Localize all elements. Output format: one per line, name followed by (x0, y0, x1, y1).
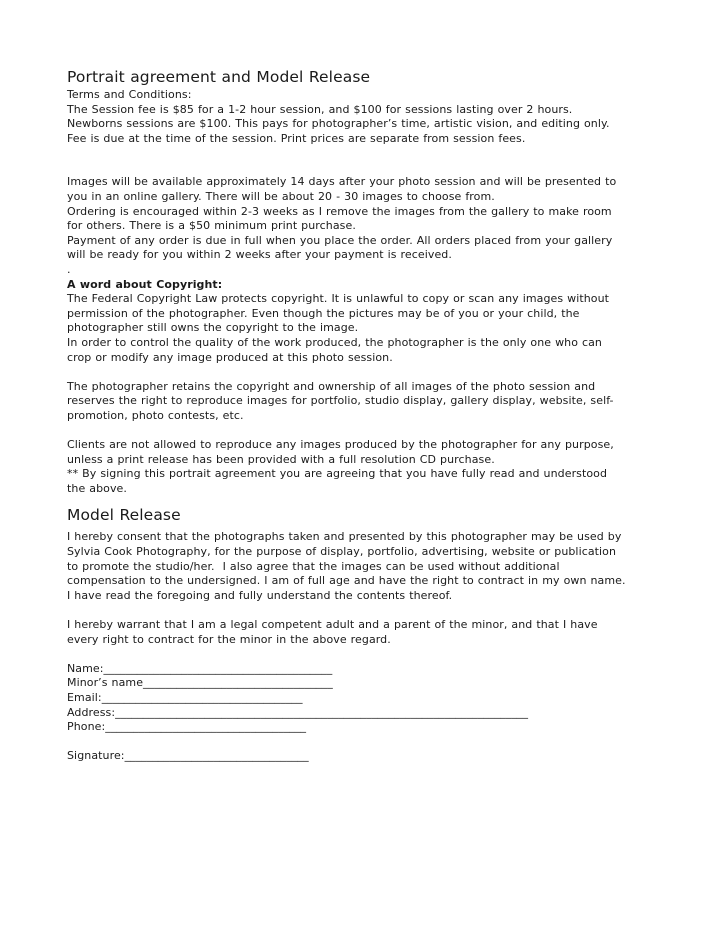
fee-paragraph (67, 103, 667, 147)
clients-paragraph (67, 438, 667, 496)
consent-line: to promote the studio/her. I also agree that the images can be used without additional (67, 559, 560, 573)
images-line: for others. There is a $50 minimum print purchase. (67, 219, 356, 233)
copyright-line: crop or modify any image produced at this photo session. (67, 350, 393, 364)
clients-line: the above. (67, 481, 127, 495)
name-field[interactable]: Name:_________________________________________ (67, 661, 333, 675)
email-field[interactable]: Email:____________________________________ (67, 690, 303, 704)
copyright-heading: A word about Copyright: (67, 277, 223, 291)
consent-line: I have read the foregoing and fully understand the contents thereof. (67, 588, 453, 602)
images-line: . (67, 262, 71, 276)
images-line: you in an online gallery. There will be about 20 - 30 images to choose from. (67, 189, 495, 203)
consent-paragraph (67, 530, 667, 603)
clients-line: Clients are not allowed to reproduce any images produced by the photographer for any purpose, (67, 438, 614, 452)
copyright-line: permission of the photographer. Even though the pictures may be of you or your child, the (67, 306, 580, 320)
document-title: Portrait agreement and Model Release (67, 68, 371, 86)
address-field[interactable]: Address:__________________________________________________________________________ (67, 705, 529, 719)
minor-name-field[interactable]: Minor’s name__________________________________ (67, 676, 333, 690)
retains-paragraph (67, 380, 667, 424)
copyright-paragraph (67, 292, 667, 365)
warrant-line: every right to contract for the minor in the above regard. (67, 632, 391, 646)
images-paragraph (67, 175, 667, 277)
warrant-paragraph (67, 618, 667, 647)
clients-line: ** By signing this portrait agreement you are agreeing that you have fully read and understood (67, 467, 608, 481)
copyright-line: The Federal Copyright Law protects copyright. It is unlawful to copy or scan any images without (67, 292, 610, 306)
fee-line: Fee is due at the time of the session. Print prices are separate from session fees. (67, 131, 526, 145)
retains-line: reserves the right to reproduce images for portfolio, studio display, gallery display, website, self- (67, 394, 614, 408)
phone-field[interactable]: Phone:____________________________________ (67, 720, 307, 734)
images-line: will be ready for you within 2 weeks after your payment is received. (67, 248, 452, 262)
signature-field[interactable]: Signature:_________________________________ (67, 749, 309, 763)
consent-line: I hereby consent that the photographs taken and presented by this photographer may be used by (67, 530, 622, 544)
warrant-line: I hereby warrant that I am a legal competent adult and a parent of the minor, and that I have (67, 618, 598, 631)
model-release-title: Model Release (67, 506, 181, 525)
fee-line: The Session fee is $85 for a 1-2 hour session, and $100 for sessions lasting over 2 hours. (67, 102, 573, 116)
consent-line: compensation to the undersigned. I am of full age and have the right to contract in my own name. (67, 574, 626, 588)
images-line: Images will be available approximately 14 days after your photo session and will be presented to (67, 175, 617, 189)
terms-heading: Terms and Conditions: (67, 88, 192, 101)
signature-fields (67, 662, 667, 735)
fee-line: Newborns sessions are $100. This pays for photographer’s time, artistic vision, and editing only. (67, 117, 610, 131)
retains-line: The photographer retains the copyright and ownership of all images of the photo session and (67, 379, 596, 393)
images-line: Payment of any order is due in full when you place the order. All orders placed from your gallery (67, 233, 613, 247)
copyright-line: photographer still owns the copyright to the image. (67, 321, 359, 335)
images-line: Ordering is encouraged within 2-3 weeks as I remove the images from the gallery to make room (67, 204, 612, 218)
consent-line: Sylvia Cook Photography, for the purpose of display, portfolio, advertising, website or publication (67, 545, 617, 559)
retains-line: promotion, photo contests, etc. (67, 408, 244, 422)
clients-line: unless a print release has been provided with a full resolution CD purchase. (67, 452, 495, 466)
copyright-line: In order to control the quality of the work produced, the photographer is the only one who can (67, 335, 602, 349)
document-page (67, 66, 667, 764)
